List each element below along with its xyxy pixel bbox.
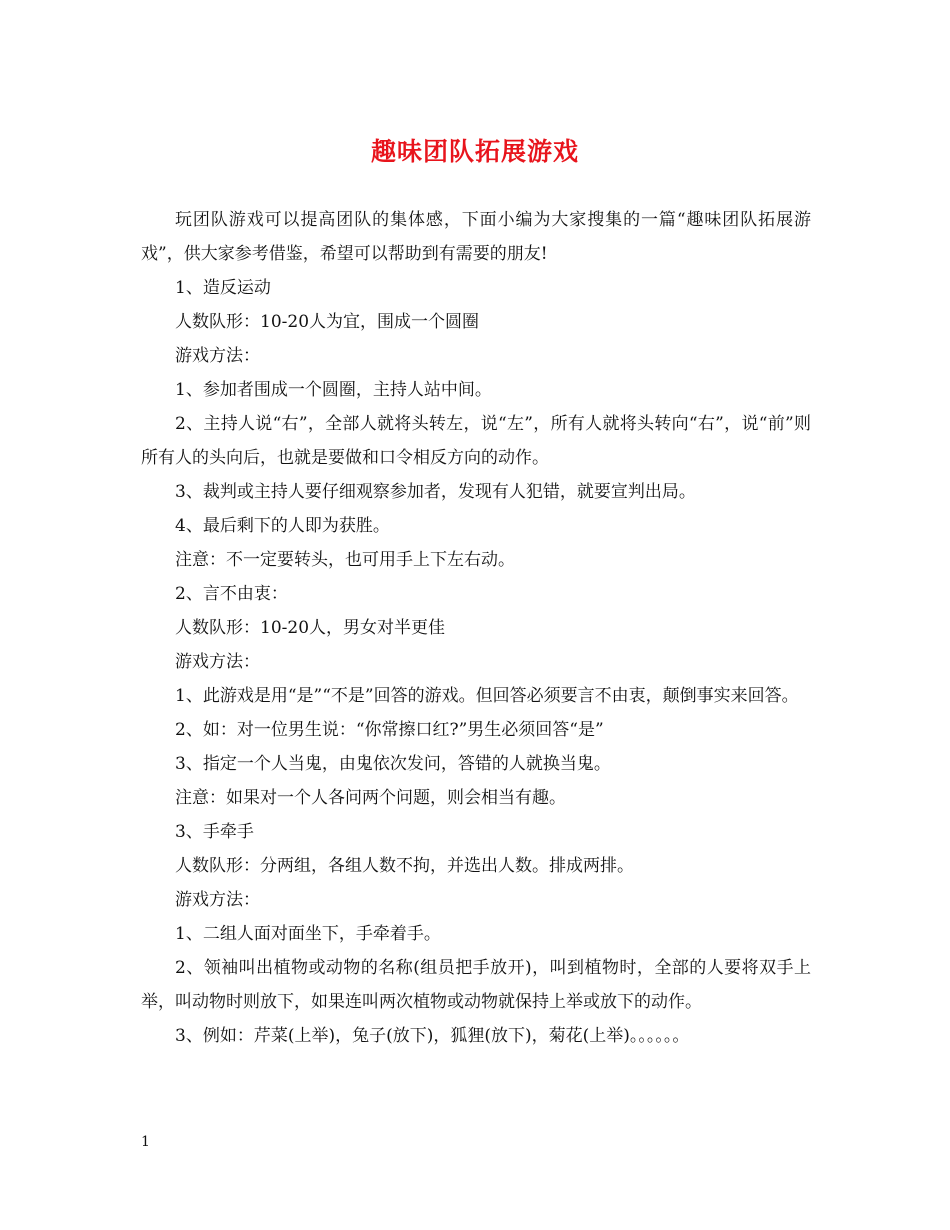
paragraph: 注意：如果对一个人各问两个问题，则会相当有趣。: [175, 788, 566, 808]
paragraph: 2、领袖叫出植物或动物的名称(组员把手放开)，叫到植物时，全部的人要将双手上举，叫动物时则放下，如果连叫两次植物或动物就保持上举或放下的动作。: [141, 958, 811, 1012]
paragraph: 注意：不一定要转头，也可用手上下左右动。: [175, 550, 515, 570]
section-heading-2: 2、言不由衷：: [175, 584, 288, 604]
paragraph: 2、如：对一位男生说：“你常擦口红?”男生必须回答“是”: [175, 720, 604, 740]
paragraph: 游戏方法：: [175, 652, 260, 672]
paragraph: 人数队形：分两组，各组人数不拘，并选出人数。排成两排。: [175, 856, 634, 876]
paragraph: 1、此游戏是用“是”“不是”回答的游戏。但回答必须要言不由衷，颠倒事实来回答。: [175, 686, 799, 706]
paragraph: 4、最后剩下的人即为获胜。: [175, 516, 390, 536]
paragraph: 3、例如：芹菜(上举)，兔子(放下)，狐狸(放下)，菊花(上举)。。。。。。: [175, 1026, 690, 1046]
page-title: 趣味团队拓展游戏: [370, 137, 579, 166]
paragraph: 1、二组人面对面坐下，手牵着手。: [175, 924, 441, 944]
paragraph: 2、主持人说“右”，全部人就将头转左，说“左”，所有人就将头转向“右”，说“前”则所有人的头向后，也就是要做和口令相反方向的动作。: [141, 414, 811, 468]
paragraph: 人数队形：10-20人为宜，围成一个圆圈: [175, 312, 480, 332]
paragraph: 3、裁判或主持人要仔细观察参加者，发现有人犯错，就要宣判出局。: [175, 482, 696, 502]
paragraph: 游戏方法：: [175, 890, 260, 910]
section-heading-1: 1、造反运动: [175, 278, 271, 298]
section-heading-3: 3、手牵手: [175, 822, 254, 842]
paragraph: 人数队形：10-20人，男女对半更佳: [175, 618, 446, 638]
paragraph: 1、参加者围成一个圆圈，主持人站中间。: [175, 380, 492, 400]
paragraph: 3、指定一个人当鬼，由鬼依次发问，答错的人就换当鬼。: [175, 754, 611, 774]
document-body: [141, 203, 811, 1053]
page-number: 1: [141, 1134, 150, 1150]
paragraph: 游戏方法：: [175, 346, 260, 366]
intro-paragraph: 玩团队游戏可以提高团队的集体感，下面小编为大家搜集的一篇“趣味团队拓展游戏”，供大家参考借鉴，希望可以帮助到有需要的朋友!: [141, 210, 811, 264]
